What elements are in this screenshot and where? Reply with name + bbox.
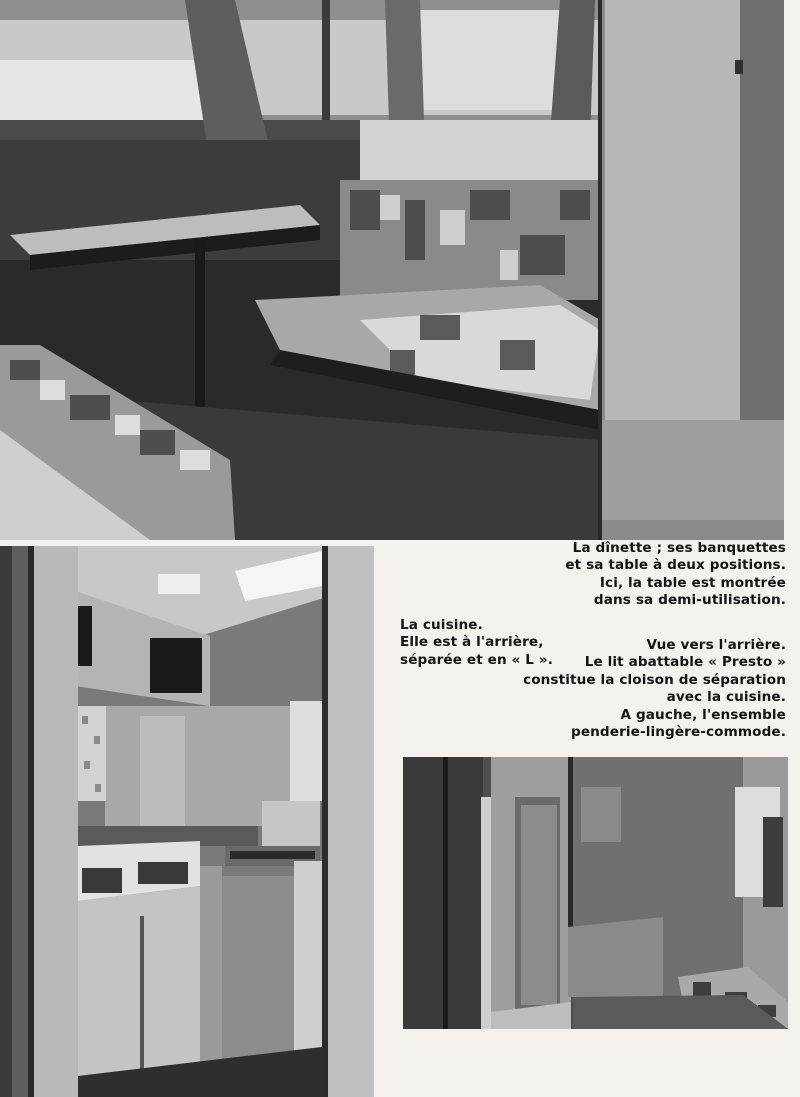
dinette-photo xyxy=(0,0,784,540)
rear-view-photo xyxy=(403,757,788,1029)
caption-line: constitue la cloison de séparation xyxy=(523,671,786,688)
caption-line: Elle est à l'arrière, xyxy=(400,634,544,651)
caption-line: La dînette ; ses banquettes xyxy=(572,540,786,556)
kitchen-photo xyxy=(0,546,374,1097)
rear-view-caption xyxy=(523,637,786,741)
caption-line: Le lit abattable « Presto » xyxy=(584,654,786,671)
caption-line: dans sa demi-utilisation. xyxy=(593,592,786,609)
caption-line: et sa table à deux positions. xyxy=(565,557,786,574)
caption-line: avec la cuisine. xyxy=(666,689,786,706)
caption-line: penderie-lingère-commode. xyxy=(571,724,786,741)
caption-line: Ici, la table est montrée xyxy=(599,574,786,591)
caption-line: Vue vers l'arrière. xyxy=(646,637,786,653)
caption-line: séparée et en « L ». xyxy=(400,651,554,668)
dinette-caption xyxy=(565,540,786,610)
caption-line: A gauche, l'ensemble xyxy=(620,706,786,723)
caption-line: La cuisine. xyxy=(400,617,483,633)
